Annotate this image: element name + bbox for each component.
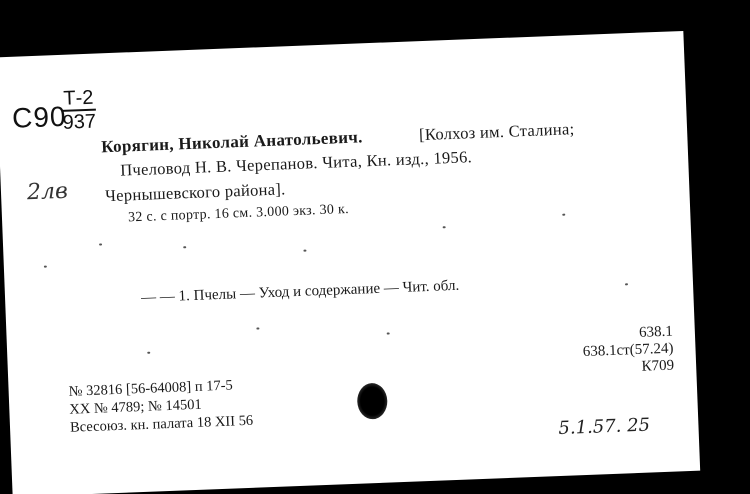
author-heading: Корягин, Николай Анатольевич.	[100, 127, 364, 157]
entry-line-4: 32 с. с портр. 16 см. 3.000 экз. 30 к.	[127, 201, 350, 226]
entry-line-2: Пчеловод Н. В. Черепанов. Чита, Кн. изд., 1956.	[119, 147, 473, 180]
speck	[303, 250, 306, 252]
classification-udc: 638.1	[638, 323, 674, 341]
classification-author-mark: К709	[641, 357, 675, 375]
ink-blot	[357, 383, 388, 420]
catalog-card	[0, 31, 700, 494]
speck	[625, 283, 628, 285]
footer-line-2: ХХ № 4789; № 14501	[69, 396, 202, 418]
classification-udc-extended: 638.1ст(57.24)	[582, 340, 674, 361]
handwritten-note: 2лв	[26, 178, 69, 206]
speck	[183, 246, 186, 248]
speck	[387, 332, 390, 334]
footer-line-1: № 32816 [56-64008] п 17-5	[68, 377, 234, 400]
entry-line-3: Чернышевского района].	[104, 179, 286, 206]
call-number-fraction	[61, 88, 97, 133]
handwritten-date: 5.1.57. 25	[558, 414, 651, 440]
classification-block	[582, 324, 675, 378]
call-number-main: С90	[11, 100, 68, 134]
call-number-numerator: Т-2	[61, 88, 96, 112]
speck	[44, 266, 47, 268]
speck	[147, 352, 150, 354]
speck	[443, 226, 446, 228]
speck	[562, 214, 565, 216]
footer-block	[68, 376, 253, 437]
entry-line-1: [Колхоз им. Сталина;	[418, 119, 575, 145]
call-number-denominator: 937	[62, 110, 97, 134]
speck	[256, 327, 259, 329]
subject-heading: — — 1. Пчелы — Уход и содержание — Чит. обл.	[140, 277, 460, 306]
footer-line-3: Всесоюз. кн. палата 18 XII 56	[69, 412, 254, 436]
speck	[99, 243, 102, 245]
